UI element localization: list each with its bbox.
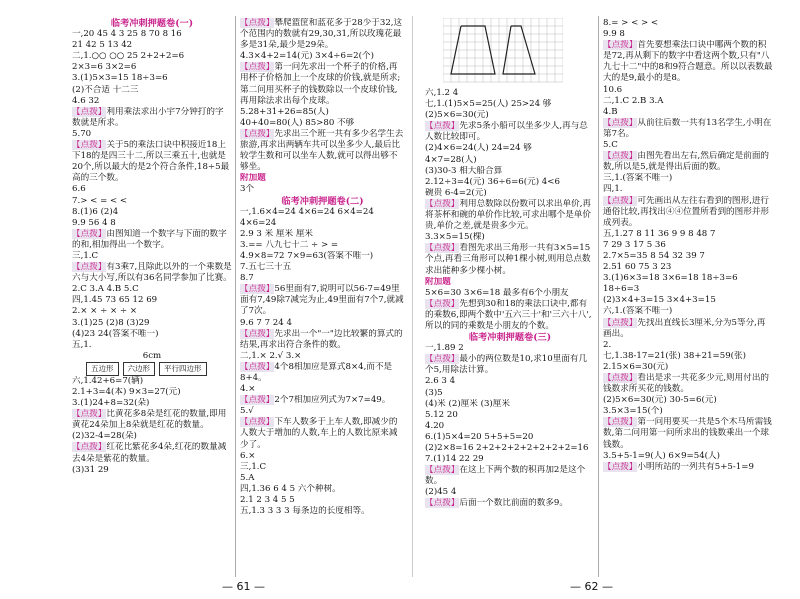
- hint-tag: 【点拨】: [240, 417, 275, 428]
- answer-line: 2.1+3=4(本) 9×3=27(元): [72, 387, 181, 397]
- answer-column-2: [240, 18, 405, 517]
- answer-line: 【点拨】后面一个数比前面的数多9。: [425, 498, 568, 509]
- answer-line: 【点拨】56里面有7,说明可以56-7=49里面有7,49除7减完为止,49里面有7个7,就减了7次。: [240, 284, 404, 317]
- answer-line: 6.×: [240, 450, 256, 461]
- hint-tag: 【点拨】: [425, 243, 460, 254]
- answer-line: 2×3=6 3×2=6: [72, 62, 137, 73]
- answer-line: 三,1.C: [72, 250, 99, 261]
- answer-line: 3.(1)25 (2)8 (3)29: [72, 317, 150, 328]
- hint-tag: 【点拨】: [72, 228, 107, 239]
- answer-line: 一,20 45 4 3 25 8 70 8 16: [72, 29, 182, 40]
- answer-line: 一,1.6×4=24 4×6=24 6×4=24: [240, 206, 374, 217]
- answer-line: 7 29 3 17 5 36: [603, 239, 666, 250]
- hint-tag: 【点拨】: [603, 461, 638, 472]
- answer-line: 2.1 2 3 4 5 5: [240, 495, 295, 506]
- answer-line: 五,1.: [72, 339, 92, 350]
- answer-line: 7.(1)14 22 29: [425, 454, 484, 465]
- answer-line: 【点拨】由图先看出左右,然后确定是前面的数,所以是5,就是得出后面的数。: [603, 151, 770, 173]
- hint-tag: 【点拨】: [240, 18, 275, 28]
- answer-line: 5.12 20: [425, 409, 458, 420]
- answer-line: 六,1.(答案不唯一): [603, 306, 673, 317]
- answer-line: 七,1.38-17=21(张) 38+21=59(张): [603, 350, 746, 361]
- answer-line: 5.70: [72, 128, 92, 139]
- answer-column-4: [603, 18, 773, 473]
- hint-tag: 【点拨】: [425, 298, 460, 309]
- section-title-exam-1: 临考冲刺押题卷(一): [110, 18, 194, 29]
- answer-line: 5.A: [240, 472, 255, 483]
- column-2-lines: [240, 18, 405, 517]
- answer-line: 40+40=80(人) 85>80 不够: [240, 117, 355, 128]
- answer-line: 二,1.C 2.B 3.A: [603, 95, 664, 106]
- answer-line: 【点拨】比黄花多8朵是红花的数量,即用黄花24朵加上8朵就是红花的数量。: [72, 409, 227, 431]
- answer-line: 【点拨】第一问先求出一个杯子的价格,再用杯子价格加上一个皮球的价钱,就是所求;第二问用买杯子的钱数除以一个皮球价钱,再用除法求出每个皮球。: [240, 62, 401, 106]
- answer-line: 【点拨】4个8相加应是算式8×4,而不是8+4。: [240, 361, 393, 383]
- answer-line: (2)32-4=28(朵): [72, 431, 137, 442]
- hint-tag: 【点拨】: [240, 128, 275, 139]
- answer-line: 临考冲刺押题卷(二): [281, 195, 364, 207]
- answer-line: 3.(1)5×3=15 18÷3=6: [72, 73, 168, 84]
- answer-line: 四,1.45 73 65 12 69: [72, 295, 158, 306]
- answer-line: 附加题: [240, 173, 266, 184]
- answer-line: 【点拨】先求出一个"一"边比较繁的算式的结果,再求出符合条件的数。: [240, 328, 403, 350]
- shape-label: 六边形: [123, 362, 156, 376]
- answer-line: 5×6=30 3×6=18 最多有6个小朋友: [425, 287, 569, 298]
- page-number-left: — 61 —: [222, 580, 265, 593]
- answer-line: (2)不合适 十二三: [72, 84, 139, 95]
- answer-line: 9.9 56 4 8: [72, 217, 116, 228]
- answer-line: 3.5+5-1=9(人) 6×9=54(人): [603, 450, 720, 461]
- answer-line: 【点拨】在这上下两个数的积再加2是这个数。: [425, 465, 586, 487]
- answer-column-3: [425, 18, 595, 510]
- hint-tag: 【点拨】: [240, 284, 275, 295]
- answer-line: (2)5×6=30(元) 30-5=6(元): [603, 395, 717, 406]
- answer-line: 4.9×8=72 7×9=63(答案不唯一): [240, 250, 374, 261]
- hint-tag: 【点拨】: [603, 373, 638, 383]
- answer-line: 三,1.(答案不唯一): [603, 173, 673, 184]
- answer-line: 9.6 7 7 24 4: [240, 317, 292, 328]
- answer-line: 8.7: [240, 273, 254, 284]
- column-3-lines: [425, 88, 595, 510]
- answer-line: 5.28+31+26=85(人): [240, 106, 329, 117]
- answer-line: (4)米 (2)厘米 (3)厘米: [425, 398, 510, 409]
- answer-line: 4.20: [425, 420, 445, 431]
- answer-line: 【点拨】红花比紫花多4朵,红花的数量减去4朵是紫花的数量。: [72, 442, 227, 464]
- hint-tag: 【点拨】: [603, 117, 638, 128]
- answer-line: 【点拨】有3乘7,且除此以外的一个乘数是六与大小写,所以有36名同学参加了比赛。: [72, 262, 232, 284]
- hint-tag: 【点拨】: [425, 498, 460, 509]
- answer-line: 【点拨】先想到30和18的乘法口诀中,都有的乘数6,即两个数中'五六三十'和'三六十八',所以的同的乘数是小朋友的个数。: [425, 298, 592, 331]
- answer-line: 5.C: [603, 140, 618, 151]
- hint-tag: 【点拨】: [425, 121, 460, 132]
- answer-line: 3.5×3=15(个): [603, 406, 663, 417]
- answer-line: 五,1.27 8 11 36 9 9 8 48 7: [603, 228, 716, 239]
- hint-tag: 【点拨】: [72, 409, 107, 420]
- answer-line: 附加题: [425, 276, 451, 287]
- answer-line: 2.7×5=35 8 54 32 39 7: [603, 250, 705, 261]
- hint-tag: 【点拨】: [425, 465, 460, 476]
- column-divider: [235, 16, 236, 577]
- answer-line: 五,1.3 3 3 3 每条边的长度相等。: [240, 506, 370, 517]
- answer-line: 2.6 3 4: [425, 376, 456, 387]
- column-1-lines: [72, 29, 232, 476]
- answer-line: 21 42 5 13 42: [72, 40, 133, 51]
- answer-line: 七,1.(1)5×5=25(人) 25>24 够: [425, 99, 552, 110]
- answer-line: (2)2×8=16 2+2+2+2+2+2+2+2=16: [425, 443, 589, 453]
- answer-line: 7.> < = < <: [72, 195, 128, 206]
- answer-line: 3个: [240, 184, 255, 195]
- answer-line: 二,1.× 2.√ 3.×: [240, 350, 302, 361]
- answer-line: (2)3×4+3=15 3×4+3=15: [603, 295, 716, 306]
- answer-line: (2)4×6=24(人) 24=24 够: [425, 143, 532, 154]
- answer-line: 【点拨】最小的两位数是10,求10里面有几个5,用除法计算。: [425, 354, 588, 376]
- answer-line: 4×7=28(人): [425, 154, 477, 165]
- hint-tag: 【点拨】: [72, 106, 107, 117]
- answer-column-1: [72, 18, 232, 476]
- answer-line: 六,1.2 4: [425, 88, 459, 98]
- answer-line: 【点拨】小明所站的一列共有5+5-1=9: [603, 461, 754, 472]
- answer-line: 18÷6=3: [603, 284, 640, 295]
- answer-line: 2.12÷3=4(元) 36÷6=6(元) 4<6: [425, 176, 560, 187]
- answer-line: 【点拨】可先画出从左往右看到的图形,进行通俗比较,再找出④④位置所看到的图形并形成列表。: [603, 195, 770, 228]
- page-gutter: [412, 16, 413, 577]
- answer-line: 4.3×4+2=14(元) 3×4÷6=2(个): [240, 51, 374, 62]
- answer-line: 7.五七三十五: [240, 262, 292, 273]
- answer-line: 4×6=24: [240, 217, 277, 228]
- answer-line: 4.B: [603, 106, 618, 117]
- answer-line: 【点拨】先求5条小船可以坐多少人,再与总人数比较即可。: [425, 121, 588, 143]
- hint-tag: 【点拨】: [72, 262, 107, 273]
- answer-line: 10.6: [603, 84, 623, 95]
- answer-line: 【点拨】2个7相加应列式为7×7=49。: [240, 395, 391, 406]
- answer-line: 【点拨】下车人数多于上车人数,即减少的人数大于增加的人数,车上的人数比原来减少了。: [240, 417, 398, 450]
- answer-line: 5.√: [240, 406, 254, 417]
- answer-line: 【点拨】第一问用要买一共是5个木马所需钱数,第二问用第一问所求出的钱数乘出一个球钱数。: [603, 417, 772, 450]
- answer-line: 6.(1)5×4=20 5+5+5=20: [425, 431, 534, 442]
- answer-line: (3)5: [425, 387, 443, 398]
- answer-line: (3)30-3 相大船合算: [425, 165, 503, 176]
- hint-tag: 【点拨】: [425, 198, 460, 209]
- answer-line: 6.6: [72, 184, 86, 195]
- answer-line: 四,1.: [603, 184, 623, 195]
- shape-label: 五边形: [86, 362, 119, 376]
- hint-tag: 【点拨】: [72, 442, 107, 453]
- answer-line: 8.(1)6 (2)4: [72, 206, 119, 217]
- hint-tag: 【点拨】: [603, 317, 638, 328]
- column-divider-right: [598, 16, 599, 577]
- hint-tag: 【点拨】: [240, 395, 275, 406]
- hint-tag: 【点拨】: [240, 361, 275, 372]
- answer-line: 碗贵 6-4=2(元): [425, 187, 487, 198]
- grid-figure-trapezoids: [443, 18, 563, 88]
- answer-line: 【点拨】看图先求出三角形一共有3×5=15个点,再看三角形可以种1棵小树,则用总点数求出能种多少棵小树。: [425, 243, 591, 276]
- answer-line: 2.C 3.A 4.B 5.C: [72, 284, 139, 295]
- answer-line: 3.== 八九七十二 ÷ > =: [240, 239, 339, 250]
- answer-line: 【点拨】首先要想乘法口诀中哪两个数的积是72,再从剩下的数字中看这两个数,只有"八九七十二"中的8和9符合题意。所以以表数最大的是9,最小的是8。: [603, 40, 773, 84]
- column-4-lines: [603, 18, 773, 473]
- answer-line: 2.9 3 米 厘米 厘米: [240, 228, 314, 239]
- answer-line: (2)45 4: [425, 487, 457, 498]
- answer-line: 8.= > < > <: [603, 18, 659, 28]
- answer-line: 临考冲刺押题卷(三): [468, 332, 552, 344]
- answer-line: 2.× × ÷ × ÷ ×: [72, 306, 138, 317]
- answer-line: 2.51 60 75 3 23: [603, 262, 672, 273]
- hint-tag: 【点拨】: [72, 140, 107, 151]
- answer-line: (3)31 29: [72, 464, 109, 475]
- hint-tag: 【点拨】: [240, 328, 275, 339]
- answer-line: 4.×: [240, 384, 256, 395]
- hint-tag: 【点拨】: [603, 40, 638, 51]
- answer-line: 三,1.C: [240, 461, 267, 472]
- ruler-label: 6cm: [142, 350, 162, 361]
- answer-line: (2)5×6=30(元): [425, 110, 489, 121]
- answer-line: 4.6 32: [72, 95, 100, 106]
- hint-tag: 【点拨】: [240, 62, 275, 73]
- answer-line: 【点拨】先求出三个班一共有多少名学生去旅游,再求出两辆车共可以坐多少人,最后比较学生数和可以坐车人数,就可以得出够不够坐。: [240, 128, 404, 173]
- answer-line: 3.(1)24+8=32(朵): [72, 398, 150, 409]
- answer-line: 【点拨】关于5的乘法口诀中积接近18上下18的是四三十二,所以三乘五十,也就是20个,所以最大的是2个符合条件,18÷5最高的三个数。: [72, 140, 230, 184]
- answer-line: 9.9 8: [603, 29, 625, 40]
- answer-line: 二,1.○○ ○○ 25 2+2+2=6: [72, 51, 185, 62]
- answer-line: 四,1.36 6 4 5 六个种树。: [240, 483, 341, 494]
- answer-line: 【点拨】利用总数除以份数可以求出单价,再将茶杯和碗的单价作比较,可求出哪个是单价贵,单价之差,就是贵多少元。: [425, 198, 592, 232]
- hint-tag: 【点拨】: [603, 417, 638, 428]
- hint-tag: 【点拨】: [603, 151, 638, 162]
- hint-tag: 【点拨】: [425, 354, 460, 365]
- answer-line: 3.3×5=15(棵): [425, 232, 485, 243]
- answer-line: 2.: [603, 339, 612, 350]
- answer-line: 【点拨】攀爬篮筐和蓝花多于28少于32,这个范围内的数就有29,30,31,所以玫瑰花最多是31朵,最少是29朵。: [240, 18, 403, 51]
- answer-line: 【点拨】先找出直线长3厘米,分为5等分,再画出。: [603, 317, 766, 339]
- answer-line: 【点拨】由图知道一个数字与下面的数字的和,相加得出一个数字。: [72, 228, 227, 250]
- answer-line: 3.(1)6×3=18 3×6=18 18÷3=6: [603, 273, 738, 284]
- answer-line: 【点拨】看出是求一共花多少元,则用付出的钱数求所买花的钱数。: [603, 373, 770, 395]
- page-number-right: — 62 —: [570, 580, 613, 593]
- answer-line: 【点拨】利用乘法求出小宇7分钟打的字数就是所求。: [72, 106, 224, 128]
- answer-line: (4)23 24(答案不唯一): [72, 328, 159, 339]
- hint-tag: 【点拨】: [603, 195, 638, 206]
- answer-line: 一,1.89 2: [425, 343, 464, 354]
- answer-line: 2.15×6=30(元): [603, 361, 669, 372]
- answer-line: 【点拨】从前往后数一共有13名学生,小明在第7名。: [603, 117, 772, 139]
- answer-line: 六,1.42+6=7(辆): [72, 375, 144, 386]
- shape-labels-row: [86, 362, 232, 376]
- shape-label: 平行四边形: [159, 362, 207, 376]
